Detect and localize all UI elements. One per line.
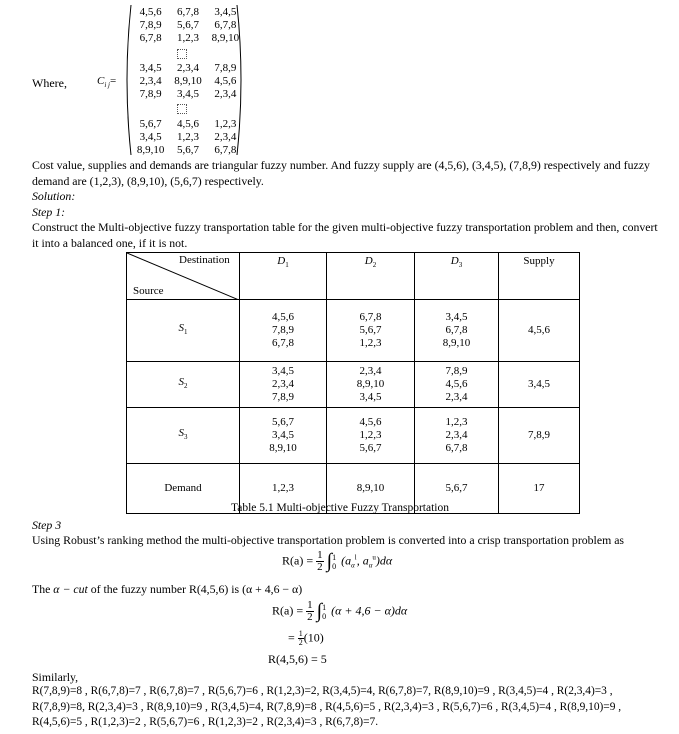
matrix-cell: 3,4,5 xyxy=(176,88,199,100)
matrix-cell: 8,9,10 xyxy=(136,144,165,156)
cost-value: 2,3,4 xyxy=(445,429,468,441)
cost-value: 4,5,6 xyxy=(359,416,382,428)
source-label: Source xyxy=(133,285,164,297)
where-label: Where, xyxy=(32,76,67,90)
table-caption: Table 5.1 Multi-objective Fuzzy Transportation xyxy=(231,502,449,514)
cost-cell xyxy=(240,300,327,362)
demand-d1: 1,2,3 xyxy=(240,464,327,514)
table-row xyxy=(127,300,580,362)
col-header-d2: $D_2$ xyxy=(327,253,415,300)
matrix-cell: 4,5,6 xyxy=(214,75,237,87)
cost-value: 2,3,4 xyxy=(359,365,382,377)
para-construct-l1: Construct the Multi-objective fuzzy transportation table for the given multi-objective fuzzy transportation problem and then, convert xyxy=(32,220,658,234)
matrix-row xyxy=(132,32,244,44)
cost-value: 3,4,5 xyxy=(359,391,382,403)
matrix-cell: 3,4,5 xyxy=(139,62,162,74)
step1-label: Step 1: xyxy=(32,205,66,219)
matrix-row xyxy=(132,88,244,100)
matrix-cell: 7,8,9 xyxy=(139,88,162,100)
matrix-row xyxy=(132,19,244,31)
matrix-cell: 7,8,9 xyxy=(139,19,162,31)
table-row xyxy=(127,362,580,408)
matrix-cell: 3,4,5 xyxy=(214,6,237,18)
demand-label: Demand xyxy=(127,464,240,514)
cost-value: 5,6,7 xyxy=(359,324,382,336)
cost-matrix xyxy=(122,4,246,156)
matrix-cell: 3,4,5 xyxy=(139,131,162,143)
matrix-cell: 2,3,4 xyxy=(139,75,162,87)
col-header-d1: $D_1$ xyxy=(240,253,327,300)
matrix-row xyxy=(132,75,244,87)
ellipsis-box xyxy=(177,104,187,114)
formula-robust: R(a) = $\frac{1}{2}$ ∫ 1 0 ($a_\alpha^l$, $a_\alpha^u)d\alpha$ xyxy=(282,549,393,573)
results-l2: R(7,8,9)=8, R(2,3,4)=3 , R(8,9,10)=9 , R(3,4,5)=4, R(7,8,9)=8 , R(4,5,6)=5 , R(2,3,4)=3 , R(5,6,7)=6 , R(3,4,5)=4 , R(8,9,10)=9 , xyxy=(32,701,622,713)
transport-table xyxy=(126,252,580,514)
solution-label: Solution: xyxy=(32,189,76,203)
matrix-cell: 1,2,3 xyxy=(176,32,199,44)
matrix-row xyxy=(132,62,244,74)
cost-value: 1,2,3 xyxy=(359,429,382,441)
matrix-cell: 6,7,8 xyxy=(176,6,199,18)
header-corner-cell xyxy=(127,253,240,300)
supply-cell: 3,4,5 xyxy=(499,362,580,408)
para-robust: Using Robust’s ranking method the multi-objective transportation problem is converted into a crisp transportation problem as xyxy=(32,533,625,547)
cost-cell xyxy=(415,300,499,362)
matrix-cell: 6,7,8 xyxy=(139,32,162,44)
cost-cell xyxy=(415,362,499,408)
cost-value: 3,4,5 xyxy=(272,429,294,441)
cost-value: 2,3,4 xyxy=(445,391,468,403)
cost-value: 8,9,10 xyxy=(442,337,471,349)
left-paren xyxy=(122,4,132,156)
cost-value: 6,7,8 xyxy=(359,311,382,323)
destination-label: Destination xyxy=(179,254,230,266)
ellipsis-box xyxy=(177,49,187,59)
matrix-cell: 8,9,10 xyxy=(211,32,240,44)
cost-value: 3,4,5 xyxy=(272,365,294,377)
similarly-label: Similarly, xyxy=(32,670,79,684)
cost-value: 8,9,10 xyxy=(356,378,385,390)
cost-value: 3,4,5 xyxy=(445,311,468,323)
cost-value: 6,7,8 xyxy=(445,324,468,336)
cost-cell xyxy=(327,362,415,408)
matrix-cell: 4,5,6 xyxy=(176,118,199,130)
demand-d2: 8,9,10 xyxy=(327,464,415,514)
cost-value: 5,6,7 xyxy=(359,442,382,454)
matrix-row xyxy=(132,6,244,18)
matrix-cell: 5,6,7 xyxy=(176,19,199,31)
cost-value: 1,2,3 xyxy=(359,337,382,349)
results-l3: R(4,5,6)=5 , R(1,2,3)=2 , R(5,6,7)=6 , R(1,2,3)=2 , R(2,3,4)=3 , R(6,7,8)=7. xyxy=(32,716,379,728)
cost-value: 2,3,4 xyxy=(272,378,294,390)
matrix-row xyxy=(132,118,244,130)
matrix-cell: 2,3,4 xyxy=(176,62,199,74)
formula-eval: R(a) = $\frac{1}{2}$ ∫ 1 0 (α + 4,6 − α)dα xyxy=(272,599,408,623)
para-cost-l1: Cost value, supplies and demands are triangular fuzzy number. And fuzzy supply are (4,5,6), (3,4,5), (7,8,9) respectively and fuzzy xyxy=(32,158,650,172)
matrix-cell: 5,6,7 xyxy=(176,144,199,156)
para-cost-l2: demand are (1,2,3), (8,9,10), (5,6,7) respectively. xyxy=(32,174,264,188)
supply-cell: 4,5,6 xyxy=(499,300,580,362)
demand-total: 17 xyxy=(499,464,580,514)
formula-result: = $\frac{1}{2}$ (10) xyxy=(288,629,324,647)
cost-value: 5,6,7 xyxy=(272,416,294,428)
matrix-cell: 6,7,8 xyxy=(214,19,237,31)
matrix-cell: 7,8,9 xyxy=(214,62,237,74)
cost-cell xyxy=(240,408,327,464)
matrix-cell: 2,3,4 xyxy=(214,88,237,100)
matrix-cell: 2,3,4 xyxy=(214,131,237,143)
para-construct-l2: it into a balanced one, if it is not. xyxy=(32,236,188,250)
cost-value: 7,8,9 xyxy=(272,324,294,336)
cost-value: 6,7,8 xyxy=(272,337,294,349)
cost-cell xyxy=(327,408,415,464)
col-header-d3: $D_3$ xyxy=(415,253,499,300)
results-l1: R(7,8,9)=8 , R(6,7,8)=7 , R(6,7,8)=7 , R(5,6,7)=6 , R(1,2,3)=2, R(3,4,5)=4, R(6,7,8)=7, R(8,9,10)=9 , R(3,4,5)=4 , R(2,3,4)=3 , xyxy=(32,685,613,697)
matrix-cell: 4,5,6 xyxy=(139,6,162,18)
cost-cell xyxy=(415,408,499,464)
cost-value: 1,2,3 xyxy=(445,416,468,428)
alpha-cut-line: The α − cut of the fuzzy number R(4,5,6) is (α + 4,6 − α) xyxy=(32,582,303,596)
matrix-cell: 5,6,7 xyxy=(139,118,162,130)
formula-final: R(4,5,6) = 5 xyxy=(268,652,327,666)
matrix-cell: 1,2,3 xyxy=(176,131,199,143)
matrix-row xyxy=(132,144,244,156)
matrix-cell: 1,2,3 xyxy=(214,118,237,130)
cij-label: $C_{i j}=$ xyxy=(97,75,117,90)
matrix-row xyxy=(132,131,244,143)
cost-value: 4,5,6 xyxy=(445,378,468,390)
cost-value: 7,8,9 xyxy=(445,365,468,377)
table-row xyxy=(127,408,580,464)
cost-cell xyxy=(327,300,415,362)
cost-value: 8,9,10 xyxy=(269,442,297,454)
cost-cell xyxy=(240,362,327,408)
step3-label: Step 3 xyxy=(32,518,62,532)
source-cell: $S_2$ xyxy=(127,362,240,408)
source-cell: $S_1$ xyxy=(127,300,240,362)
source-cell: $S_3$ xyxy=(127,408,240,464)
supply-header: Supply xyxy=(499,253,580,300)
cost-value: 4,5,6 xyxy=(272,311,294,323)
demand-d3: 5,6,7 xyxy=(415,464,499,514)
matrix-cell: 8,9,10 xyxy=(174,75,202,87)
supply-cell: 7,8,9 xyxy=(499,408,580,464)
cost-value: 6,7,8 xyxy=(445,442,468,454)
cost-value: 7,8,9 xyxy=(272,391,294,403)
matrix-cell: 6,7,8 xyxy=(214,144,237,156)
